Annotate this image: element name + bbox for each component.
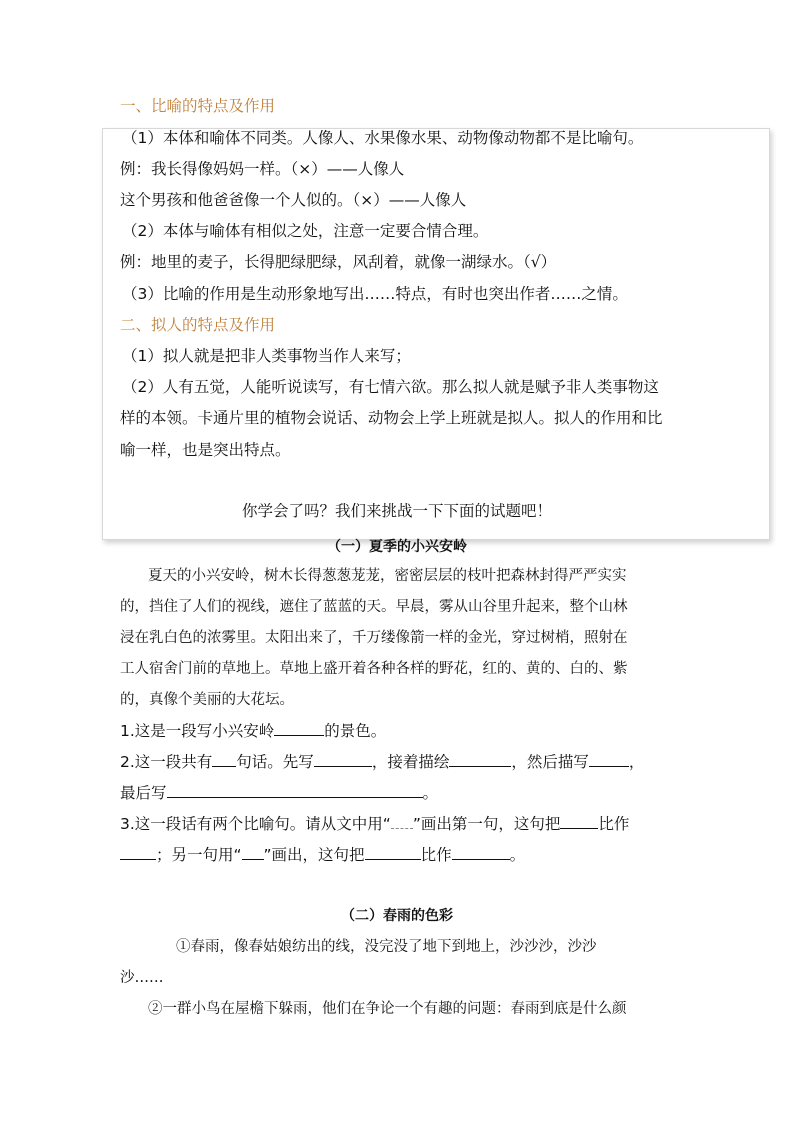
- question-3-text-b: ”画出第一句，这句把: [412, 815, 561, 833]
- question-1-text-a: 1.这是一段写小兴安岭: [120, 722, 275, 740]
- answer-blank[interactable]: [120, 845, 156, 860]
- section2-point2-line1: （2）人有五觉，人能听说读写，有七情六欲。那么拟人就是赋予非人类事物这: [122, 378, 659, 396]
- passage1-line5: 的，真像个美丽的大花坛。: [120, 692, 294, 708]
- challenge-text: 你学会了吗？我们来挑战一下下面的试题吧！: [241, 502, 552, 520]
- answer-blank[interactable]: [167, 783, 423, 798]
- passage2-line2: 沙……: [120, 970, 164, 986]
- question-3-cont: [120, 845, 525, 865]
- section2-point2-line2: 样的本领。卡通片里的植物会说话、动物会上学上班就是拟人。拟人的作用和比: [120, 409, 663, 427]
- passage1-line4: 工人宿舍门前的草地上。草地上盛开着各种各样的野花，红的、黄的、白的、紫: [120, 661, 628, 677]
- question-3-text-d: ；另一句用“: [156, 846, 242, 864]
- section1-example2: 这个男孩和他爸爸像一个人似的。（×）——人像人: [120, 191, 467, 209]
- question-1-text-b: 的景色。: [324, 722, 387, 740]
- answer-blank[interactable]: [589, 752, 629, 767]
- question-3-text-a: 3.这一段话有两个比喻句。请从文中用“: [120, 815, 391, 833]
- answer-blank[interactable]: [212, 752, 236, 767]
- answer-blank[interactable]: [314, 752, 372, 767]
- question-1: [120, 721, 386, 741]
- wavy-underline-mark: [391, 816, 413, 829]
- question-3-text-e: ”画出，这句把: [263, 846, 365, 864]
- passage1-title: （一）夏季的小兴安岭: [327, 539, 467, 555]
- question-2-text-b: 句话。先写: [236, 753, 314, 771]
- passage1-line1: 夏天的小兴安岭，树木长得葱葱茏茏，密密层层的枝叶把森林封得严严实实: [148, 568, 627, 584]
- section2-point1: （1）拟人就是把非人类事物当作人来写；: [122, 347, 411, 365]
- question-2-cont: [120, 783, 438, 803]
- passage2-line3: ②一群小鸟在屋檐下躲雨，他们在争论一个有趣的问题：春雨到底是什么颜: [148, 1001, 627, 1017]
- passage2-line1: ①春雨，像春姑娘纺出的线，没完没了地下到地上，沙沙沙，沙沙: [176, 939, 597, 955]
- section2-heading: 二、拟人的特点及作用: [120, 316, 276, 334]
- question-2-text-g: 。: [422, 784, 439, 802]
- section2-point2-line3: 喻一样，也是突出特点。: [120, 441, 291, 459]
- section1-point2: （2）本体与喻体有相似之处，注意一定要合情合理。: [122, 222, 489, 240]
- question-3: [120, 814, 629, 834]
- passage1-line2: 的，挡住了人们的视线，遮住了蓝蓝的天。早晨，雾从山谷里升起来，整个山林: [120, 599, 628, 615]
- passage1-line3: 浸在乳白色的浓雾里。太阳出来了，千万缕像箭一样的金光，穿过树梢，照射在: [120, 630, 628, 646]
- question-2-text-e: ，: [628, 753, 645, 771]
- answer-blank[interactable]: [452, 845, 510, 860]
- question-2-text-f: 最后写: [120, 784, 167, 802]
- question-2-text-c: ，接着描绘: [371, 753, 450, 771]
- answer-blank[interactable]: [560, 814, 598, 829]
- section1-point3: （3）比喻的作用是生动形象地写出……特点，有时也突出作者……之情。: [122, 285, 628, 303]
- answer-blank[interactable]: [449, 752, 511, 767]
- section1-example1: 例：我长得像妈妈一样。（×）——人像人: [120, 160, 405, 178]
- straight-underline-mark: [242, 845, 264, 860]
- answer-blank[interactable]: [365, 845, 421, 860]
- passage2-title: （二）春雨的色彩: [341, 908, 453, 924]
- question-2: [120, 752, 644, 772]
- section1-point1: （1）本体和喻体不同类。人像人、水果像水果、动物像动物都不是比喻句。: [122, 129, 644, 147]
- question-3-text-f: 比作: [420, 846, 452, 864]
- question-3-text-g: 。: [509, 846, 526, 864]
- section1-example3: 例：地里的麦子，长得肥绿肥绿，风刮着，就像一湖绿水。（√）: [120, 253, 557, 271]
- question-2-text-d: ，然后描写: [511, 753, 589, 771]
- question-2-text-a: 2.这一段共有: [120, 753, 213, 771]
- question-3-text-c: 比作: [598, 815, 630, 833]
- answer-blank[interactable]: [274, 721, 324, 736]
- section1-heading: 一、比喻的特点及作用: [120, 97, 276, 115]
